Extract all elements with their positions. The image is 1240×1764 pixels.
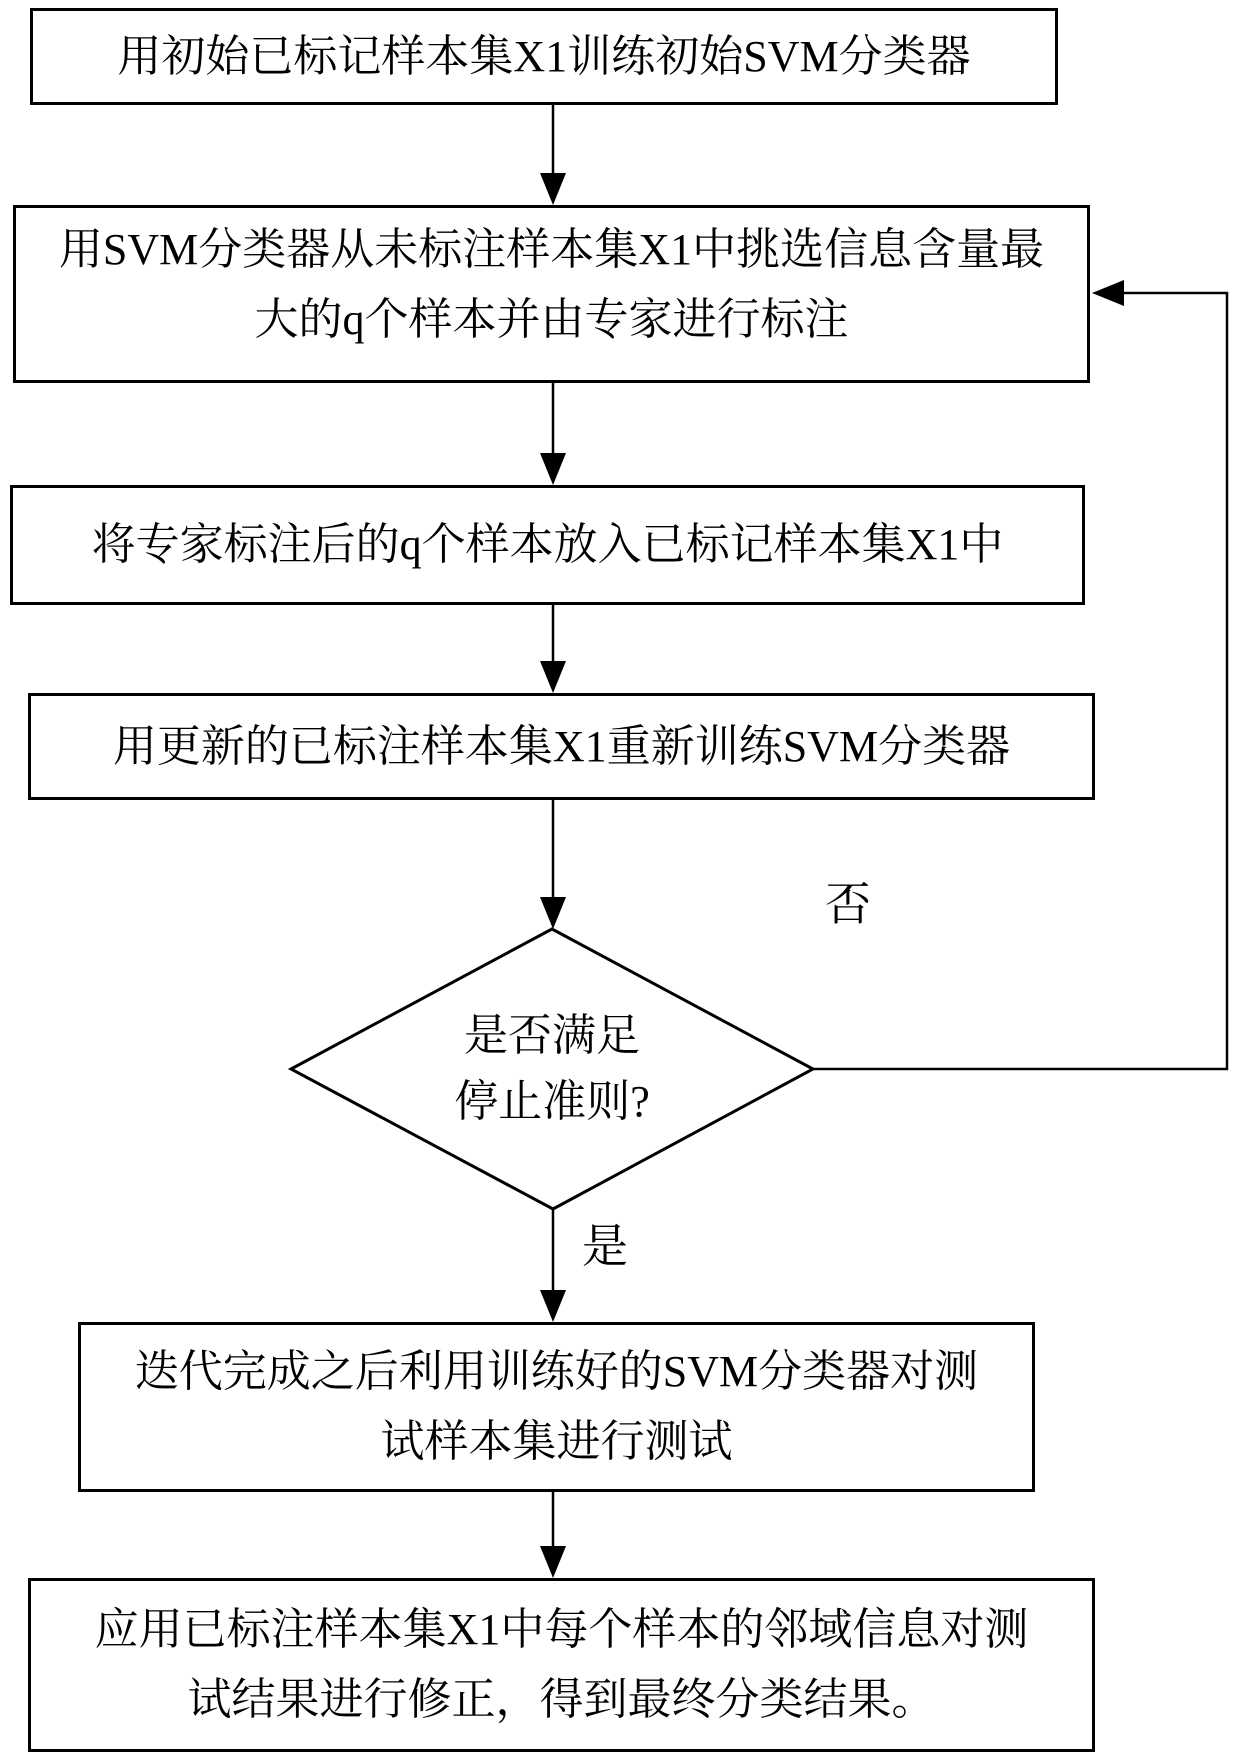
branch-label-yes: 是 [582,1221,628,1272]
arrowhead-down-icon [540,453,566,485]
decision-text: 是否满足 [464,1011,640,1060]
box-text: 将专家标注后的q个样本放入已标记样本集X1中 [91,520,1004,569]
box-text: 用初始已标记样本集X1训练初始SVM分类器 [117,31,971,81]
box-text: 用更新的已标注样本集X1重新训练SVM分类器 [112,721,1011,771]
flowchart-decision-stop-criterion [352,974,752,1164]
flowchart-box-retrain-svm [28,693,1095,800]
flowchart-box-test-samples [78,1322,1035,1492]
box-text: 用SVM分类器从未标注样本集X1中挑选信息含量最 [58,225,1045,274]
box-text: 试结果进行修正，得到最终分类结果。 [187,1675,936,1724]
arrowhead-down-icon [540,1546,566,1578]
flowchart-box-train-initial-svm [30,8,1058,105]
branch-label-no: 否 [825,879,871,930]
arrowhead-down-icon [540,1290,566,1322]
box-text: 大的q个样本并由专家进行标注 [254,295,849,344]
feedback-loop-line [813,293,1227,1069]
box-text: 试样本集进行测试 [380,1417,733,1466]
flowchart-box-select-informative-samples [13,205,1090,383]
arrowhead-down-icon [540,897,566,929]
arrowhead-down-icon [540,661,566,693]
decision-text: 停止准则? [454,1077,650,1126]
arrowhead-left-icon [1092,280,1124,306]
box-text: 迭代完成之后利用训练好的SVM分类器对测 [134,1347,979,1396]
arrowhead-down-icon [540,173,566,205]
flowchart-box-add-labeled-samples [10,485,1085,605]
box-text: 应用已标注样本集X1中每个样本的邻域信息对测 [94,1605,1029,1654]
flowchart-box-refine-results [28,1578,1095,1752]
